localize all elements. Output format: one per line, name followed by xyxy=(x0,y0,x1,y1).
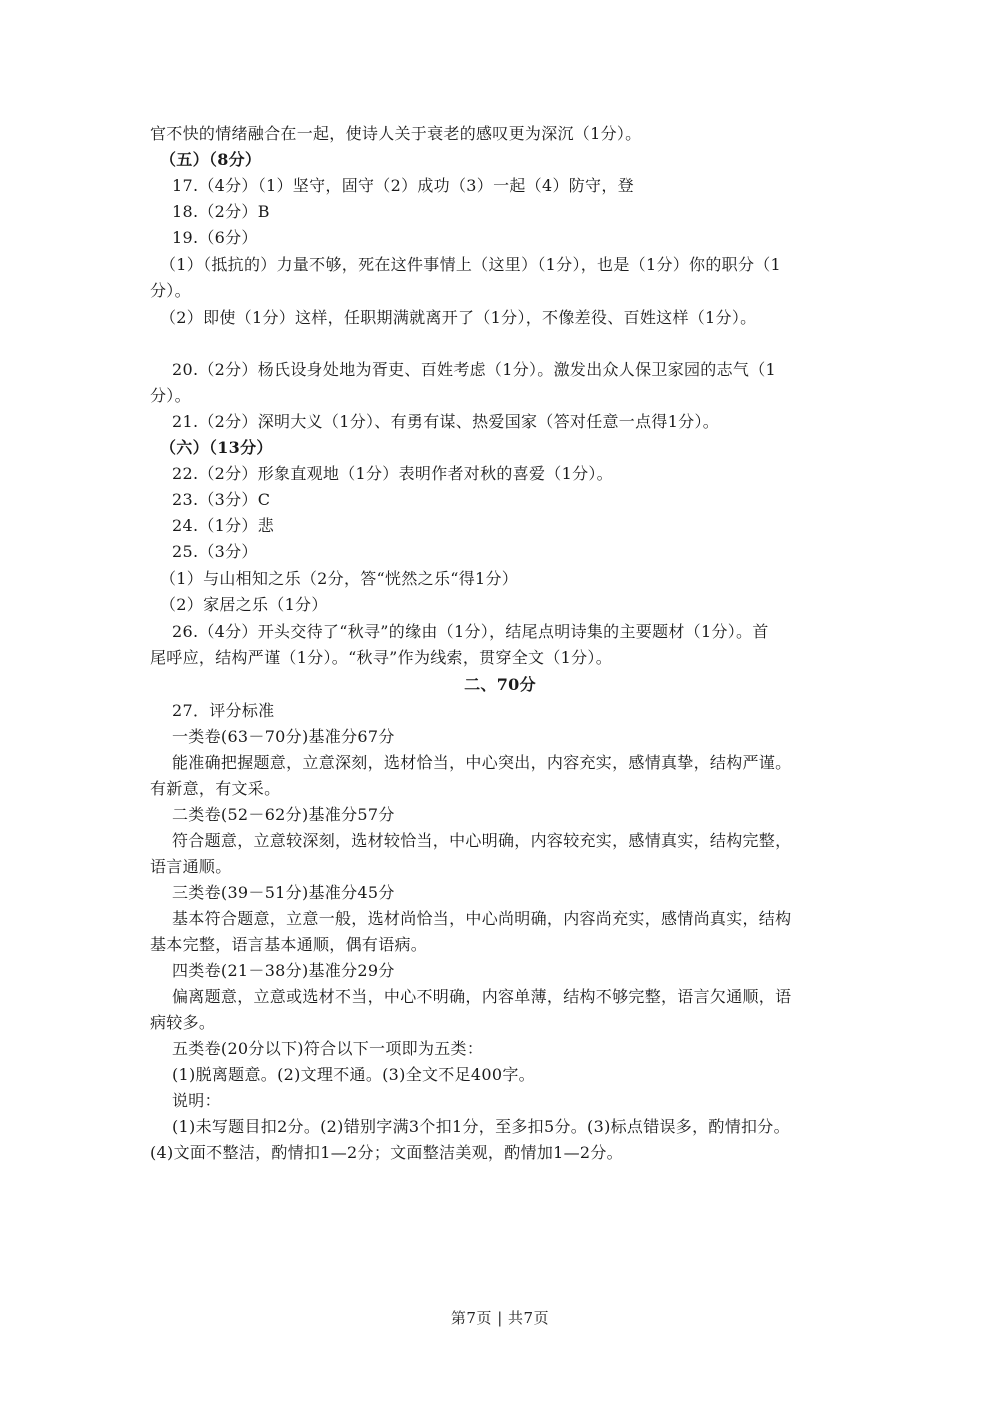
text-line: 官不快的情绪融合在一起，使诗人关于衰老的感叹更为深沉（1分）。 xyxy=(150,124,642,143)
text-line: 偏离题意，立意或选材不当，中心不明确，内容单薄，结构不够完整，语言欠通顺，语 xyxy=(172,987,792,1006)
answer-line: 尾呼应，结构严谨（1分）。“秋寻”作为线索，贯穿全文（1分）。 xyxy=(150,648,613,667)
answer-line: 21.（2分）深明大义（1分）、有勇有谋、热爱国家（答对任意一点得1分）。 xyxy=(172,412,720,431)
text-line: 语言通顺。 xyxy=(150,857,232,876)
answer-line: 22.（2分）形象直观地（1分）表明作者对秋的喜爱（1分）。 xyxy=(172,464,613,483)
text-line: 五类卷(20分以下)符合以下一项即为五类： xyxy=(172,1039,484,1058)
answer-line: 分）。 xyxy=(150,281,191,300)
text-line: (1)脱离题意。(2)文理不通。(3)全文不足400字。 xyxy=(172,1065,535,1084)
answer-line: （2）即使（1分）这样，任职期满就离开了（1分），不像差役、百姓这样（1分）。 xyxy=(160,308,757,327)
text-line: 基本完整，语言基本通顺，偶有语病。 xyxy=(150,935,428,954)
answer-line: 分）。 xyxy=(150,386,191,405)
text-line: 有新意，有文采。 xyxy=(150,779,281,798)
answer-line: （1）与山相知之乐（2分，答“恍然之乐“得1分） xyxy=(160,569,519,588)
text-line: 基本符合题意，立意一般，选材尚恰当，中心尚明确，内容尚充实，感情尚真实，结构 xyxy=(172,909,792,928)
answer-line: 19.（6分） xyxy=(172,228,258,247)
text-line: 二类卷(52－62分)基准分57分 xyxy=(172,805,395,824)
text-line: (4)文面不整洁，酌情扣1—2分；文面整洁美观，酌情加1—2分。 xyxy=(150,1143,623,1162)
text-line: 病较多。 xyxy=(150,1013,216,1032)
text-line: 说明： xyxy=(172,1091,221,1110)
text-line: 四类卷(21－38分)基准分29分 xyxy=(172,961,395,980)
page-footer: 第7页 | 共7页 xyxy=(450,1309,550,1327)
section-heading-center: 二、70分 xyxy=(464,675,536,694)
answer-line: （1）（抵抗的）力量不够，死在这件事情上（这里）（1分），也是（1分）你的职分（1 xyxy=(160,255,782,274)
answer-line: 17.（4分）（1）坚守，固守（2）成功（3）一起（4）防守，登 xyxy=(172,176,634,195)
text-line: 能准确把握题意，立意深刻，选材恰当，中心突出，内容充实，感情真挚，结构严谨。 xyxy=(172,753,792,772)
text-line: 27．评分标准 xyxy=(172,701,275,720)
answer-line: 23.（3分）C xyxy=(172,490,271,509)
answer-line: 26.（4分）开头交待了“秋寻”的缘由（1分），结尾点明诗集的主要题材（1分）。首 xyxy=(172,622,769,641)
text-line: 符合题意，立意较深刻，选材较恰当，中心明确，内容较充实，感情真实，结构完整， xyxy=(172,831,792,850)
text-line: 一类卷(63－70分)基准分67分 xyxy=(172,727,395,746)
section-heading: （五）（8分） xyxy=(160,150,262,169)
answer-line: 20.（2分）杨氏设身处地为胥吏、百姓考虑（1分）。激发出众人保卫家园的志气（1 xyxy=(172,360,776,379)
answer-line: 24.（1分）悲 xyxy=(172,516,275,535)
answer-line: 25.（3分） xyxy=(172,542,258,561)
text-line: 三类卷(39－51分)基准分45分 xyxy=(172,883,395,902)
answer-line: （2）家居之乐（1分） xyxy=(160,595,328,614)
section-heading: （六）（13分） xyxy=(160,438,273,457)
answer-line: 18.（2分）B xyxy=(172,202,270,221)
text-line: (1)未写题目扣2分。(2)错别字满3个扣1分，至多扣5分。(3)标点错误多，酌情扣分。 xyxy=(172,1117,790,1136)
